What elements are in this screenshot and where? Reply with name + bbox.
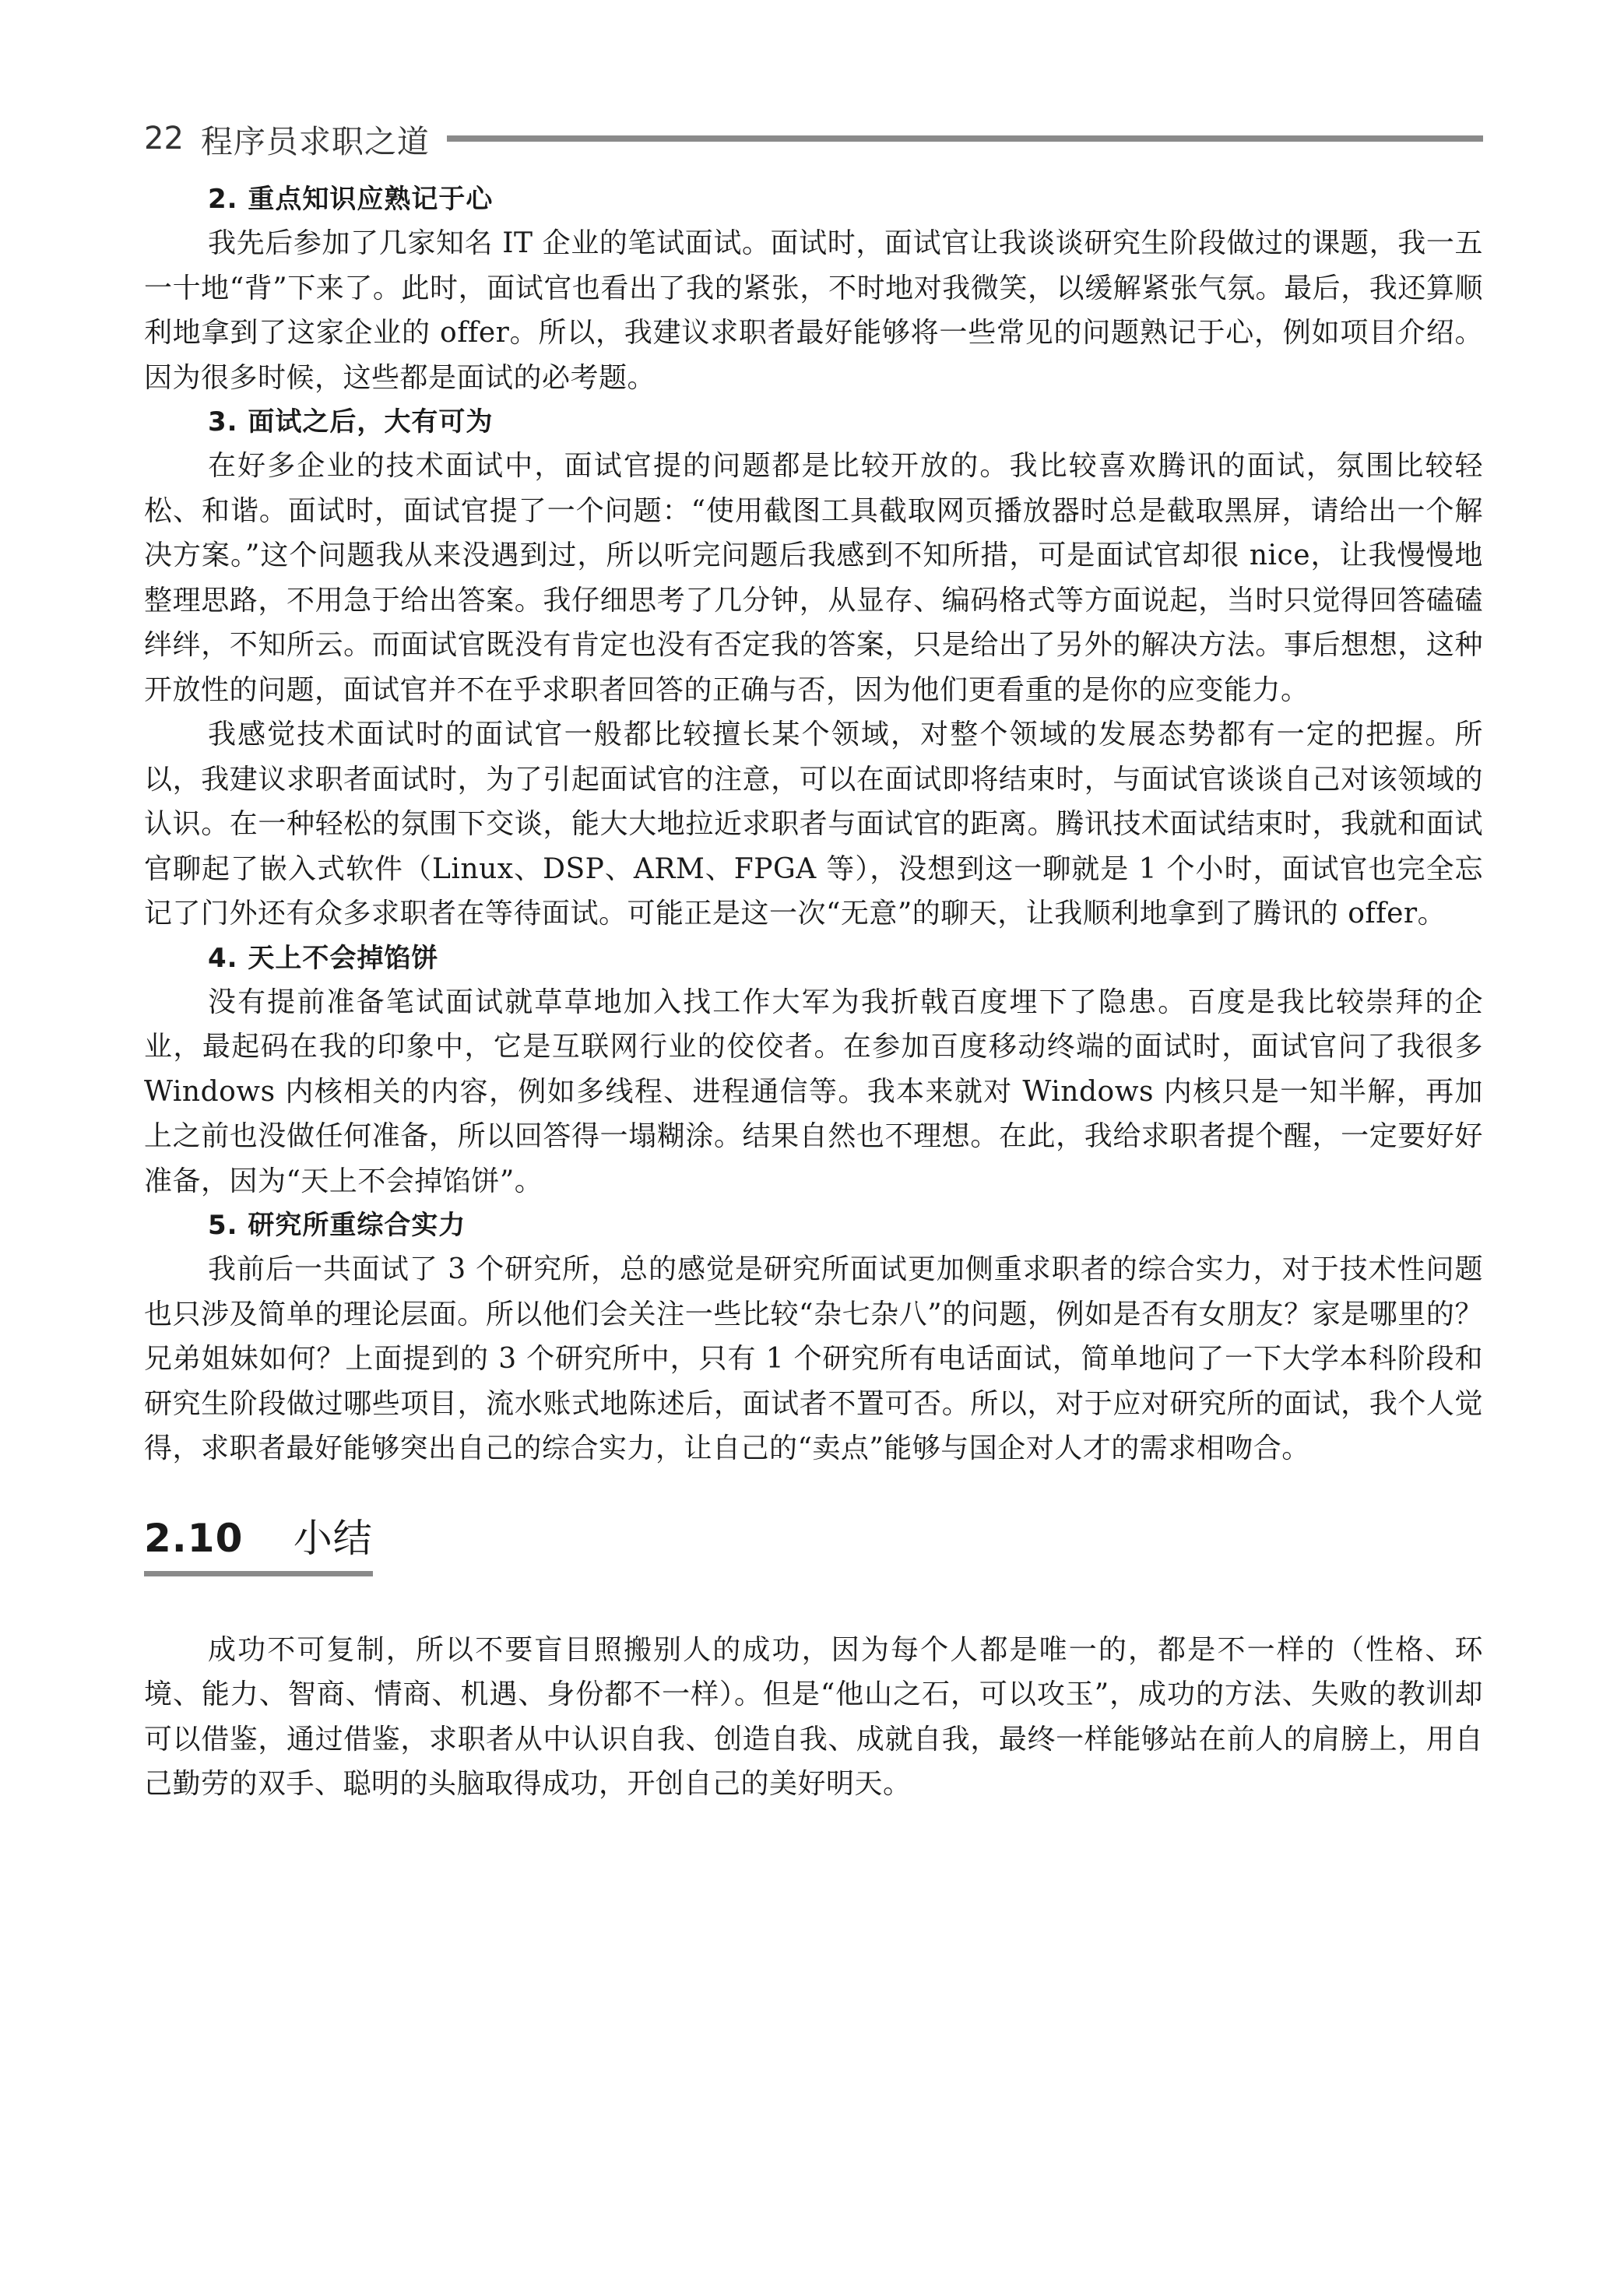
body-paragraph: 我感觉技术面试时的面试官一般都比较擅长某个领域，对整个领域的发展态势都有一定的把握。所以，我建议求职者面试时，为了引起面试官的注意，可以在面试即将结束时，与面试官谈谈自己对该领域的认识。在一种轻松的氛围下交谈，能大大地拉近求职者与面试官的距离。腾讯技术面试结束时，我就和面试官聊起了嵌入式软件（Linux、DSP、ARM、FPGA 等），没想到这一聊就是 1 个小时，面试官也完全忘记了门外还有众多求职者在等待面试。可能正是这一次“无意”的聊天，让我顺利地拿到了腾讯的 offer。: [144, 719, 1483, 930]
subsection-heading: 2. 重点知识应熟记于心: [208, 184, 494, 215]
header-rule: [447, 135, 1483, 142]
section-number: 2.10: [144, 1515, 244, 1561]
page-number: 22: [144, 121, 184, 156]
body-paragraph: 我先后参加了几家知名 IT 企业的笔试面试。面试时，面试官让我谈谈研究生阶段做过的课题，我一五一十地“背”下来了。此时，面试官也看出了我的紧张，不时地对我微笑，以缓解紧张气氛。最后，我还算顺利地拿到了这家企业的 offer。所以，我建议求职者最好能够将一些常见的问题熟记于心，例如项目介绍。因为很多时候，这些都是面试的必考题。: [144, 227, 1483, 394]
book-title: 程序员求职之道: [200, 122, 430, 160]
body-paragraph: 在好多企业的技术面试中，面试官提的问题都是比较开放的。我比较喜欢腾讯的面试，氛围比较轻松、和谐。面试时，面试官提了一个问题：“使用截图工具截取网页播放器时总是截取黑屏，请给出一个解决方案。”这个问题我从来没遇到过，所以听完问题后我感到不知所措，可是面试官却很 nice，让我慢慢地整理思路，不用急于给出答案。我仔细思考了几分钟，从显存、编码格式等方面说起，当时只觉得回答磕磕绊绊，不知所云。而面试官既没有肯定也没有否定我的答案，只是给出了另外的解决方法。事后想想，这种开放性的问题，面试官并不在乎求职者回答的正确与否，因为他们更看重的是你的应变能力。: [144, 450, 1483, 706]
summary-paragraph: 成功不可复制，所以不要盲目照搬别人的成功，因为每个人都是唯一的，都是不一样的（性格、环境、能力、智商、情商、机遇、身份都不一样）。但是“他山之石，可以攻玉”，成功的方法、失败的教训却可以借鉴，通过借鉴，求职者从中认识自我、创造自我、成就自我，最终一样能够站在前人的肩膀上，用自己勤劳的双手、聪明的头脑取得成功，开创自己的美好明天。: [144, 1633, 1483, 1800]
section-heading: [144, 1507, 373, 1576]
section-title: 小结: [293, 1515, 373, 1561]
running-header: [144, 115, 1483, 162]
subsection-heading: 3. 面试之后，大有可为: [208, 406, 494, 438]
body-paragraph: 我前后一共面试了 3 个研究所，总的感觉是研究所面试更加侧重求职者的综合实力，对于技术性问题也只涉及简单的理论层面。所以他们会关注一些比较“杂七杂八”的问题，例如是否有女朋友？家是哪里的？兄弟姐妹如何？上面提到的 3 个研究所中，只有 1 个研究所有电话面试，简单地问了一下大学本科阶段和研究生阶段做过哪些项目，流水账式地陈述后，面试者不置可否。所以，对于应对研究所的面试，我个人觉得，求职者最好能够突出自己的综合实力，让自己的“卖点”能够与国企对人才的需求相吻合。: [144, 1253, 1483, 1464]
subsection-heading: 5. 研究所重综合实力: [208, 1210, 466, 1241]
subsection-heading: 4. 天上不会掉馅饼: [208, 942, 439, 974]
body-paragraph: 没有提前准备笔试面试就草草地加入找工作大军为我折戟百度埋下了隐患。百度是我比较崇拜的企业，最起码在我的印象中，它是互联网行业的佼佼者。在参加百度移动终端的面试时，面试官问了我很多 Windows 内核相关的内容，例如多线程、进程通信等。我本来就对 Windows 内核只是一知半解，再加上之前也没做任何准备，所以回答得一塌糊涂。结果自然也不理想。在此，我给求职者提个醒，一定要好好准备，因为“天上不会掉馅饼”。: [144, 986, 1483, 1197]
page-body: [144, 177, 1483, 1807]
